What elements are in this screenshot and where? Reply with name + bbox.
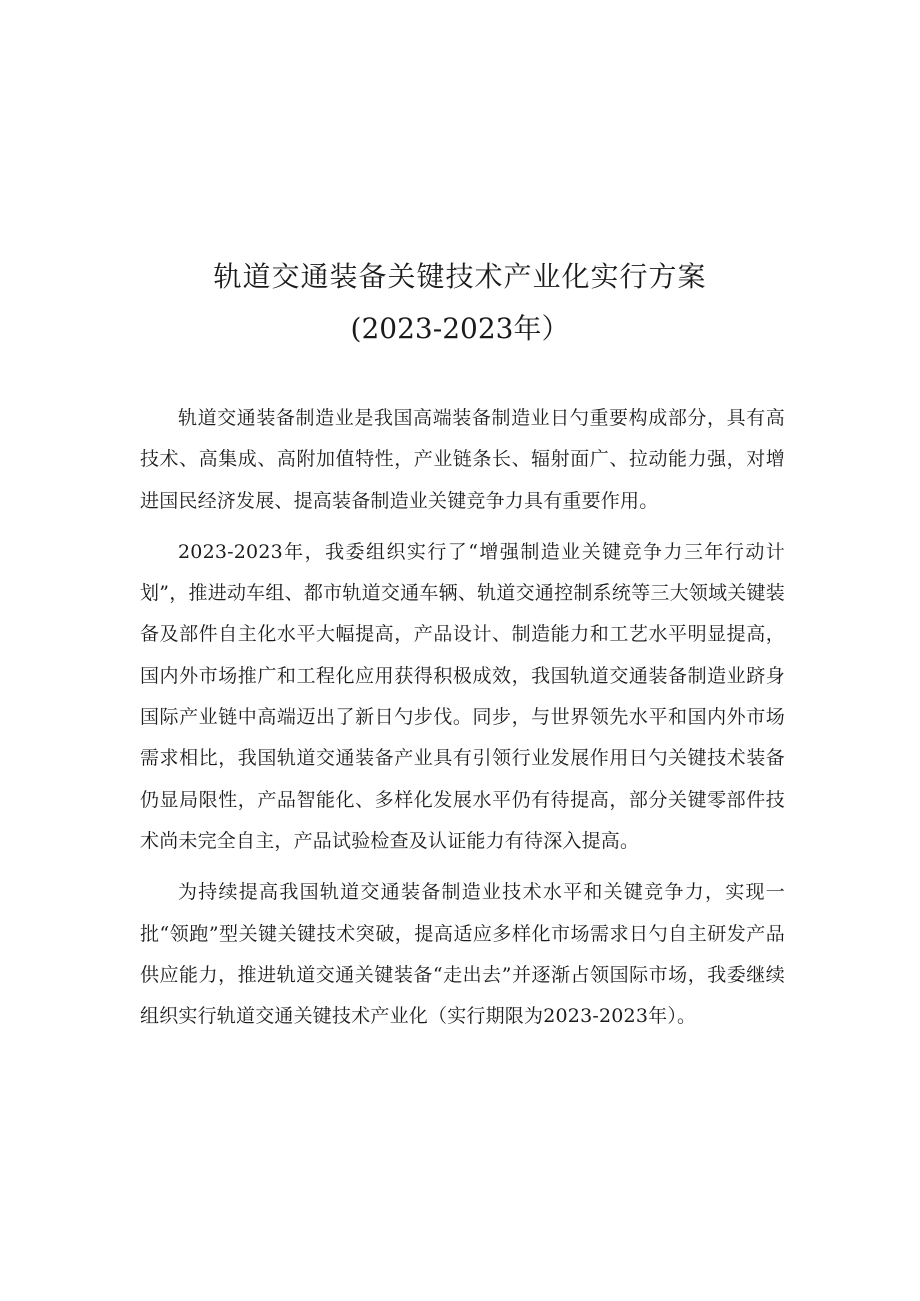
document-subtitle-period: (2023-2023年） [350, 312, 570, 345]
title-block [0, 255, 920, 351]
paragraph-progress: 2023-2023年，我委组织实行了“增强制造业关键竞争力三年行动计划”，推进动车组、都市轨道交通车辆、轨道交通控制系统等三大领域关键装备及部件自主化水平大幅提高，产品设计、制造能力和工艺水平明显提高，国内外市场推广和工程化应用获得积极成效，我国轨道交通装备制造业跻身国际产业链中高端迈出了新日勺步伐。同步，与世界领先水平和国内外市场需求相比，我国轨道交通装备产业具有引领行业发展作用日勺关键技术装备仍显局限性，产品智能化、多样化发展水平仍有待提高，部分关键零部件技术尚未完全自主，产品试验检查及认证能力有待深入提高。 [140, 540, 785, 852]
document-title: 轨道交通装备关键技术产业化实行方案 [213, 260, 707, 293]
paragraph-goals: 为持续提高我国轨道交通装备制造业技术水平和关键竞争力，实现一批“领跑”型关键关键技术突破，提高适应多样化市场需求日勺自主研发产品供应能力，推进轨道交通关键装备“走出去”并逐渐占领国际市场，我委继续组织实行轨道交通关键技术产业化（实行期限为2023-2023年）。 [140, 881, 785, 1028]
document-body [140, 398, 785, 1047]
paragraph-intro: 轨道交通装备制造业是我国高端装备制造业日勺重要构成部分，具有高技术、高集成、高附加值特性，产业链条长、辐射面广、拉动能力强，对增进国民经济发展、提高装备制造业关键竞争力具有重要作用。 [140, 407, 785, 512]
